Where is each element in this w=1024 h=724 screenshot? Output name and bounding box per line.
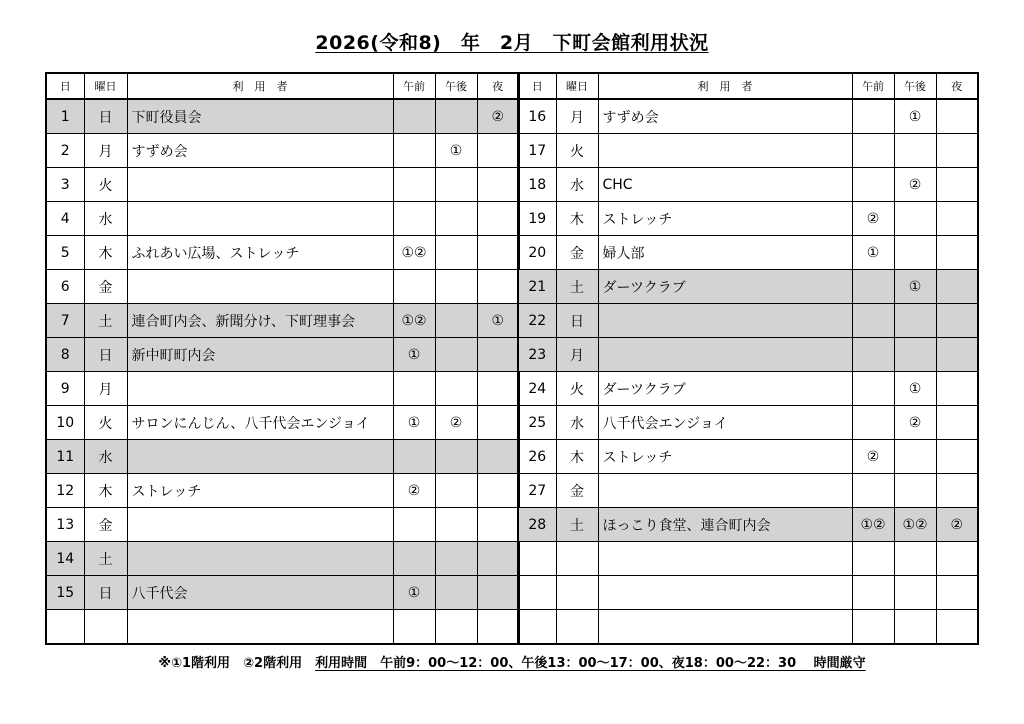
morning-cell bbox=[852, 542, 894, 576]
table-row bbox=[518, 270, 978, 304]
table-row bbox=[46, 134, 519, 168]
afternoon-cell: ② bbox=[894, 168, 936, 202]
day-cell: 20 bbox=[518, 236, 556, 270]
weekday-cell bbox=[84, 610, 127, 645]
day-cell: 27 bbox=[518, 474, 556, 508]
table-body-left bbox=[46, 99, 519, 644]
night-cell bbox=[936, 576, 978, 610]
user-cell: ほっこり食堂、連合町内会 bbox=[598, 508, 852, 542]
day-cell: 16 bbox=[518, 99, 556, 134]
table-row bbox=[46, 270, 519, 304]
header-day: 日 bbox=[518, 73, 556, 99]
table-row bbox=[518, 440, 978, 474]
day-cell: 21 bbox=[518, 270, 556, 304]
morning-cell bbox=[393, 202, 435, 236]
page-title-text: 2026(令和8) 年 2月 下町会館利用状況 bbox=[315, 32, 709, 54]
night-cell bbox=[477, 542, 519, 576]
night-cell: ② bbox=[477, 99, 519, 134]
day-cell: 7 bbox=[46, 304, 84, 338]
day-cell: 19 bbox=[518, 202, 556, 236]
user-cell bbox=[127, 270, 393, 304]
morning-cell: ② bbox=[852, 440, 894, 474]
day-cell: 26 bbox=[518, 440, 556, 474]
afternoon-cell bbox=[435, 236, 477, 270]
day-cell bbox=[518, 542, 556, 576]
table-header-row bbox=[46, 73, 519, 99]
morning-cell: ①② bbox=[393, 236, 435, 270]
user-cell: 連合町内会、新聞分け、下町理事会 bbox=[127, 304, 393, 338]
weekday-cell: 水 bbox=[84, 202, 127, 236]
morning-cell bbox=[852, 576, 894, 610]
weekday-cell: 木 bbox=[84, 474, 127, 508]
table-body-right bbox=[518, 99, 978, 644]
night-cell bbox=[477, 406, 519, 440]
day-cell: 22 bbox=[518, 304, 556, 338]
night-cell bbox=[477, 168, 519, 202]
table-row bbox=[518, 202, 978, 236]
header-morning: 午前 bbox=[393, 73, 435, 99]
afternoon-cell: ① bbox=[894, 99, 936, 134]
day-cell: 14 bbox=[46, 542, 84, 576]
morning-cell bbox=[852, 134, 894, 168]
afternoon-cell: ② bbox=[435, 406, 477, 440]
night-cell bbox=[477, 610, 519, 645]
night-cell bbox=[936, 202, 978, 236]
morning-cell: ① bbox=[393, 406, 435, 440]
night-cell bbox=[936, 440, 978, 474]
user-cell bbox=[598, 610, 852, 645]
weekday-cell: 木 bbox=[556, 202, 598, 236]
day-cell: 4 bbox=[46, 202, 84, 236]
header-day: 日 bbox=[46, 73, 84, 99]
table-row bbox=[46, 372, 519, 406]
table-row bbox=[46, 406, 519, 440]
user-cell: ストレッチ bbox=[127, 474, 393, 508]
table-row bbox=[518, 372, 978, 406]
user-cell: ダーツクラブ bbox=[598, 270, 852, 304]
user-cell bbox=[598, 542, 852, 576]
afternoon-cell: ① bbox=[435, 134, 477, 168]
table-row bbox=[46, 338, 519, 372]
table-row bbox=[46, 508, 519, 542]
afternoon-cell bbox=[435, 610, 477, 645]
user-cell bbox=[598, 474, 852, 508]
table-row bbox=[518, 236, 978, 270]
afternoon-cell: ② bbox=[894, 406, 936, 440]
morning-cell bbox=[852, 406, 894, 440]
night-cell bbox=[936, 134, 978, 168]
user-cell: すずめ会 bbox=[127, 134, 393, 168]
afternoon-cell bbox=[435, 440, 477, 474]
weekday-cell: 月 bbox=[84, 372, 127, 406]
day-cell: 11 bbox=[46, 440, 84, 474]
table-row bbox=[518, 474, 978, 508]
table-row bbox=[46, 168, 519, 202]
morning-cell: ② bbox=[852, 202, 894, 236]
table-row bbox=[46, 610, 519, 645]
afternoon-cell bbox=[435, 168, 477, 202]
night-cell bbox=[477, 508, 519, 542]
table-row bbox=[518, 542, 978, 576]
user-cell: ストレッチ bbox=[598, 202, 852, 236]
user-cell: CHC bbox=[598, 168, 852, 202]
afternoon-cell bbox=[435, 270, 477, 304]
header-morning: 午前 bbox=[852, 73, 894, 99]
table-header-row bbox=[518, 73, 978, 99]
page-title bbox=[0, 28, 1024, 55]
afternoon-cell bbox=[894, 202, 936, 236]
day-cell: 12 bbox=[46, 474, 84, 508]
user-cell: ストレッチ bbox=[598, 440, 852, 474]
afternoon-cell bbox=[894, 474, 936, 508]
night-cell bbox=[477, 338, 519, 372]
night-cell bbox=[936, 542, 978, 576]
day-cell bbox=[518, 610, 556, 645]
afternoon-cell bbox=[894, 338, 936, 372]
night-cell bbox=[936, 338, 978, 372]
night-cell bbox=[936, 610, 978, 645]
weekday-cell: 金 bbox=[84, 270, 127, 304]
weekday-cell: 水 bbox=[556, 168, 598, 202]
day-cell: 15 bbox=[46, 576, 84, 610]
afternoon-cell bbox=[435, 542, 477, 576]
table-row bbox=[46, 542, 519, 576]
weekday-cell: 土 bbox=[84, 542, 127, 576]
user-cell: 下町役員会 bbox=[127, 99, 393, 134]
header-weekday: 曜日 bbox=[84, 73, 127, 99]
user-cell bbox=[127, 372, 393, 406]
user-cell bbox=[127, 440, 393, 474]
user-cell bbox=[127, 202, 393, 236]
user-cell: すずめ会 bbox=[598, 99, 852, 134]
weekday-cell bbox=[556, 542, 598, 576]
morning-cell bbox=[393, 508, 435, 542]
header-night: 夜 bbox=[477, 73, 519, 99]
morning-cell: ① bbox=[393, 338, 435, 372]
weekday-cell: 日 bbox=[84, 99, 127, 134]
afternoon-cell bbox=[894, 576, 936, 610]
table-row bbox=[518, 406, 978, 440]
night-cell: ① bbox=[477, 304, 519, 338]
afternoon-cell bbox=[894, 440, 936, 474]
weekday-cell: 土 bbox=[556, 508, 598, 542]
weekday-cell bbox=[556, 576, 598, 610]
night-cell bbox=[477, 202, 519, 236]
header-night: 夜 bbox=[936, 73, 978, 99]
weekday-cell: 火 bbox=[556, 372, 598, 406]
day-cell: 18 bbox=[518, 168, 556, 202]
weekday-cell: 金 bbox=[556, 236, 598, 270]
afternoon-cell bbox=[435, 304, 477, 338]
morning-cell: ② bbox=[393, 474, 435, 508]
morning-cell bbox=[393, 134, 435, 168]
table-row bbox=[518, 576, 978, 610]
morning-cell bbox=[852, 168, 894, 202]
morning-cell bbox=[852, 372, 894, 406]
header-user: 利 用 者 bbox=[127, 73, 393, 99]
weekday-cell: 日 bbox=[84, 338, 127, 372]
day-cell: 25 bbox=[518, 406, 556, 440]
morning-cell: ①② bbox=[393, 304, 435, 338]
afternoon-cell: ① bbox=[894, 372, 936, 406]
weekday-cell: 木 bbox=[84, 236, 127, 270]
morning-cell: ①② bbox=[852, 508, 894, 542]
user-cell bbox=[598, 134, 852, 168]
day-cell: 3 bbox=[46, 168, 84, 202]
user-cell bbox=[598, 304, 852, 338]
weekday-cell: 水 bbox=[84, 440, 127, 474]
header-weekday: 曜日 bbox=[556, 73, 598, 99]
weekday-cell: 木 bbox=[556, 440, 598, 474]
night-cell bbox=[936, 99, 978, 134]
afternoon-cell bbox=[435, 474, 477, 508]
day-cell: 6 bbox=[46, 270, 84, 304]
header-user: 利 用 者 bbox=[598, 73, 852, 99]
schedule-table-right bbox=[517, 72, 979, 645]
morning-cell bbox=[852, 338, 894, 372]
morning-cell bbox=[393, 168, 435, 202]
morning-cell bbox=[393, 610, 435, 645]
weekday-cell: 火 bbox=[84, 406, 127, 440]
afternoon-cell bbox=[894, 610, 936, 645]
night-cell bbox=[936, 372, 978, 406]
user-cell: 新中町町内会 bbox=[127, 338, 393, 372]
footer-note bbox=[0, 652, 1024, 671]
night-cell bbox=[477, 474, 519, 508]
day-cell bbox=[518, 576, 556, 610]
footer-hours: 利用時間 午前9：00～12：00、午後13：00～17：00、夜18：00～22：30 時間厳守 bbox=[315, 656, 866, 671]
table-row bbox=[518, 99, 978, 134]
morning-cell bbox=[852, 270, 894, 304]
morning-cell bbox=[393, 542, 435, 576]
table-row bbox=[518, 508, 978, 542]
day-cell bbox=[46, 610, 84, 645]
header-afternoon: 午後 bbox=[894, 73, 936, 99]
afternoon-cell: ①② bbox=[894, 508, 936, 542]
night-cell bbox=[477, 134, 519, 168]
day-cell: 1 bbox=[46, 99, 84, 134]
weekday-cell: 火 bbox=[556, 134, 598, 168]
weekday-cell: 水 bbox=[556, 406, 598, 440]
night-cell bbox=[936, 304, 978, 338]
header-afternoon: 午後 bbox=[435, 73, 477, 99]
table-row bbox=[46, 236, 519, 270]
user-cell: ふれあい広場、ストレッチ bbox=[127, 236, 393, 270]
user-cell: 八千代会 bbox=[127, 576, 393, 610]
table-row bbox=[518, 338, 978, 372]
weekday-cell: 金 bbox=[84, 508, 127, 542]
weekday-cell: 日 bbox=[84, 576, 127, 610]
table-row bbox=[518, 304, 978, 338]
night-cell bbox=[936, 474, 978, 508]
night-cell bbox=[936, 236, 978, 270]
schedule-table-left bbox=[45, 72, 520, 645]
afternoon-cell bbox=[894, 236, 936, 270]
weekday-cell: 土 bbox=[84, 304, 127, 338]
night-cell bbox=[936, 168, 978, 202]
user-cell bbox=[127, 168, 393, 202]
table-row bbox=[46, 474, 519, 508]
afternoon-cell bbox=[435, 372, 477, 406]
morning-cell bbox=[852, 304, 894, 338]
day-cell: 5 bbox=[46, 236, 84, 270]
afternoon-cell bbox=[435, 508, 477, 542]
morning-cell bbox=[852, 610, 894, 645]
day-cell: 9 bbox=[46, 372, 84, 406]
night-cell: ② bbox=[936, 508, 978, 542]
day-cell: 23 bbox=[518, 338, 556, 372]
morning-cell: ① bbox=[852, 236, 894, 270]
night-cell bbox=[477, 270, 519, 304]
day-cell: 10 bbox=[46, 406, 84, 440]
night-cell bbox=[936, 406, 978, 440]
morning-cell bbox=[393, 270, 435, 304]
footer-legend: ※①1階利用 ②2階利用 bbox=[158, 656, 316, 671]
weekday-cell: 月 bbox=[556, 338, 598, 372]
morning-cell: ① bbox=[393, 576, 435, 610]
weekday-cell: 金 bbox=[556, 474, 598, 508]
afternoon-cell: ① bbox=[894, 270, 936, 304]
night-cell bbox=[477, 236, 519, 270]
afternoon-cell bbox=[894, 134, 936, 168]
weekday-cell: 火 bbox=[84, 168, 127, 202]
morning-cell bbox=[393, 372, 435, 406]
afternoon-cell bbox=[435, 338, 477, 372]
day-cell: 17 bbox=[518, 134, 556, 168]
weekday-cell bbox=[556, 610, 598, 645]
day-cell: 13 bbox=[46, 508, 84, 542]
table-row bbox=[46, 576, 519, 610]
morning-cell bbox=[852, 99, 894, 134]
user-cell bbox=[127, 508, 393, 542]
afternoon-cell bbox=[435, 99, 477, 134]
user-cell bbox=[598, 576, 852, 610]
afternoon-cell bbox=[894, 542, 936, 576]
weekday-cell: 土 bbox=[556, 270, 598, 304]
table-row bbox=[518, 610, 978, 645]
table-row bbox=[46, 99, 519, 134]
afternoon-cell bbox=[894, 304, 936, 338]
user-cell bbox=[127, 610, 393, 645]
user-cell: 婦人部 bbox=[598, 236, 852, 270]
table-row bbox=[46, 304, 519, 338]
afternoon-cell bbox=[435, 202, 477, 236]
morning-cell bbox=[852, 474, 894, 508]
user-cell bbox=[598, 338, 852, 372]
day-cell: 2 bbox=[46, 134, 84, 168]
user-cell: サロンにんじん、八千代会エンジョイ bbox=[127, 406, 393, 440]
user-cell bbox=[127, 542, 393, 576]
day-cell: 24 bbox=[518, 372, 556, 406]
weekday-cell: 月 bbox=[556, 99, 598, 134]
user-cell: 八千代会エンジョイ bbox=[598, 406, 852, 440]
night-cell bbox=[936, 270, 978, 304]
night-cell bbox=[477, 440, 519, 474]
user-cell: ダーツクラブ bbox=[598, 372, 852, 406]
day-cell: 28 bbox=[518, 508, 556, 542]
morning-cell bbox=[393, 99, 435, 134]
table-row bbox=[46, 202, 519, 236]
night-cell bbox=[477, 372, 519, 406]
morning-cell bbox=[393, 440, 435, 474]
table-row bbox=[518, 168, 978, 202]
afternoon-cell bbox=[435, 576, 477, 610]
weekday-cell: 日 bbox=[556, 304, 598, 338]
table-row bbox=[518, 134, 978, 168]
night-cell bbox=[477, 576, 519, 610]
table-row bbox=[46, 440, 519, 474]
weekday-cell: 月 bbox=[84, 134, 127, 168]
day-cell: 8 bbox=[46, 338, 84, 372]
